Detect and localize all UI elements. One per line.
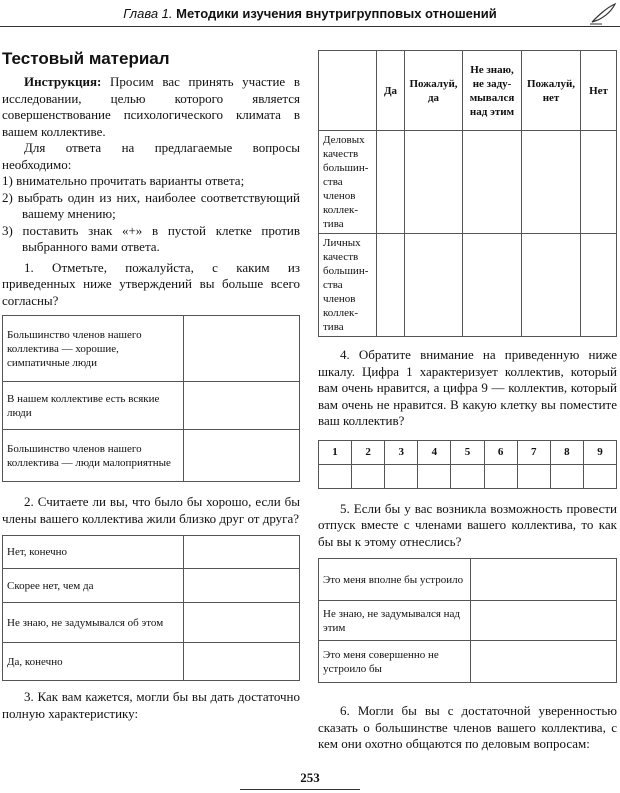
scale-cell[interactable] bbox=[352, 464, 385, 488]
right-column bbox=[318, 50, 617, 753]
question-6: 6. Могли бы вы с достаточной уверенностью сказать о большинстве членов вашего коллектива, с кем они охотно общаются по деловым вопросам: bbox=[318, 703, 617, 751]
option-label: Это меня совершенно не устроило бы bbox=[319, 641, 471, 683]
answer-cell[interactable] bbox=[184, 569, 300, 603]
answer-cell[interactable] bbox=[377, 131, 405, 234]
scale-cell[interactable] bbox=[550, 464, 583, 488]
answer-cell[interactable] bbox=[184, 643, 300, 681]
column-header: Не знаю, не заду-мывался над этим bbox=[463, 51, 522, 131]
option-label: Не знаю, не задумывался над этим bbox=[319, 601, 471, 641]
question-3: 3. Как вам кажется, могли бы вы дать достаточно полную характеристику: bbox=[2, 689, 300, 721]
answer-cell[interactable] bbox=[184, 382, 300, 430]
scale-number: 2 bbox=[352, 440, 385, 464]
answer-cell[interactable] bbox=[184, 536, 300, 569]
left-column bbox=[2, 48, 300, 722]
answer-cell[interactable] bbox=[184, 316, 300, 382]
scale-number: 1 bbox=[319, 440, 352, 464]
scale-cell[interactable] bbox=[451, 464, 484, 488]
step: 2) выбрать один из них, наиболее соответствующий вашему мнению; bbox=[2, 189, 300, 221]
scale-number: 5 bbox=[451, 440, 484, 464]
header-rule bbox=[0, 26, 620, 27]
option-label: В нашем коллективе есть всякие люди bbox=[3, 382, 184, 430]
option-label: Скорее нет, чем да bbox=[3, 569, 184, 603]
scale-number: 7 bbox=[517, 440, 550, 464]
section-title: Тестовый материал bbox=[2, 49, 170, 68]
instruction bbox=[2, 74, 300, 140]
option-label: Это меня вполне бы устроило bbox=[319, 559, 471, 601]
q2-table bbox=[2, 535, 300, 681]
option-label: Нет, конечно bbox=[3, 536, 184, 569]
answer-cell[interactable] bbox=[184, 603, 300, 643]
answer-cell[interactable] bbox=[463, 234, 522, 337]
question-2: 2. Считаете ли вы, что было бы хорошо, если бы члены вашего коллектива жили близко друг от друга? bbox=[2, 494, 300, 526]
chapter-label: Глава 1. bbox=[123, 6, 173, 21]
scale-number: 6 bbox=[484, 440, 517, 464]
quill-logo-icon bbox=[588, 2, 618, 26]
answer-cell[interactable] bbox=[471, 559, 617, 601]
step: 3) поставить знак «+» в пустой клетке против выбранного вами ответа. bbox=[2, 222, 300, 254]
answer-cell[interactable] bbox=[471, 641, 617, 683]
column-header: Нет bbox=[581, 51, 617, 131]
running-header bbox=[0, 5, 620, 22]
q3-table bbox=[318, 50, 617, 337]
column-header: Да bbox=[377, 51, 405, 131]
option-label: Большинство членов нашего коллектива — хорошие, симпатичные люди bbox=[3, 316, 184, 382]
q1-table bbox=[2, 315, 300, 482]
page-number: 253 bbox=[300, 770, 320, 785]
scale-number: 4 bbox=[418, 440, 451, 464]
scale-cell[interactable] bbox=[484, 464, 517, 488]
option-label: Большинство членов нашего коллектива — люди малоприятные bbox=[3, 430, 184, 482]
q5-table bbox=[318, 558, 617, 683]
answer-cell[interactable] bbox=[581, 131, 617, 234]
scale-cell[interactable] bbox=[418, 464, 451, 488]
question-1: 1. Отметьте, пожалуйста, с каким из приведенных ниже утверждений вы больше всего согласны? bbox=[2, 259, 300, 308]
question-5: 5. Если бы у вас возникла возможность провести отпуск вместе с членами вашего коллектива, то как бы вы к этому отнеслись? bbox=[318, 500, 617, 549]
option-label: Да, конечно bbox=[3, 643, 184, 681]
row-label: Деловых качеств большин-ства членов коллек-тива bbox=[319, 131, 377, 234]
answer-cell[interactable] bbox=[405, 131, 463, 234]
answer-cell[interactable] bbox=[405, 234, 463, 337]
instruction-text: Просим вас принять участие в исследовании, целью которого является совершенствование психологического климата в вашем коллективе. bbox=[2, 74, 300, 139]
footer-rule bbox=[240, 789, 360, 790]
question-4: 4. Обратите внимание на приведенную ниже шкалу. Цифра 1 характеризует коллектив, который вам очень нравится, а цифра 9 — коллектив, который вам очень не нравится. В какую клетку вы поместите ваш коллектив? bbox=[318, 347, 617, 428]
column-header: Пожалуй, нет bbox=[522, 51, 581, 131]
step: 1) внимательно прочитать варианты ответа; bbox=[2, 173, 245, 188]
scale-cell[interactable] bbox=[385, 464, 418, 488]
corner-cell bbox=[319, 51, 377, 131]
answer-cell[interactable] bbox=[581, 234, 617, 337]
scale-number: 3 bbox=[385, 440, 418, 464]
answer-cell[interactable] bbox=[522, 234, 581, 337]
steps bbox=[2, 173, 300, 256]
scale-number: 9 bbox=[583, 440, 616, 464]
instruction-label: Инструкция: bbox=[24, 74, 102, 89]
column-header: Пожалуй, да bbox=[405, 51, 463, 131]
scale-table bbox=[318, 440, 617, 489]
answer-cell[interactable] bbox=[471, 601, 617, 641]
answer-cell[interactable] bbox=[463, 131, 522, 234]
scale-cell[interactable] bbox=[319, 464, 352, 488]
answer-cell[interactable] bbox=[184, 430, 300, 482]
answer-intro: Для ответа на предлагаемые вопросы необходимо: bbox=[2, 140, 300, 172]
scale-cell[interactable] bbox=[517, 464, 550, 488]
chapter-title: Методики изучения внутригрупповых отношений bbox=[176, 6, 497, 21]
row-label: Личных качеств большин-ства членов коллек-тива bbox=[319, 234, 377, 337]
answer-cell[interactable] bbox=[522, 131, 581, 234]
scale-cell[interactable] bbox=[583, 464, 616, 488]
option-label: Не знаю, не задумывался об этом bbox=[3, 603, 184, 643]
answer-cell[interactable] bbox=[377, 234, 405, 337]
scale-number: 8 bbox=[550, 440, 583, 464]
